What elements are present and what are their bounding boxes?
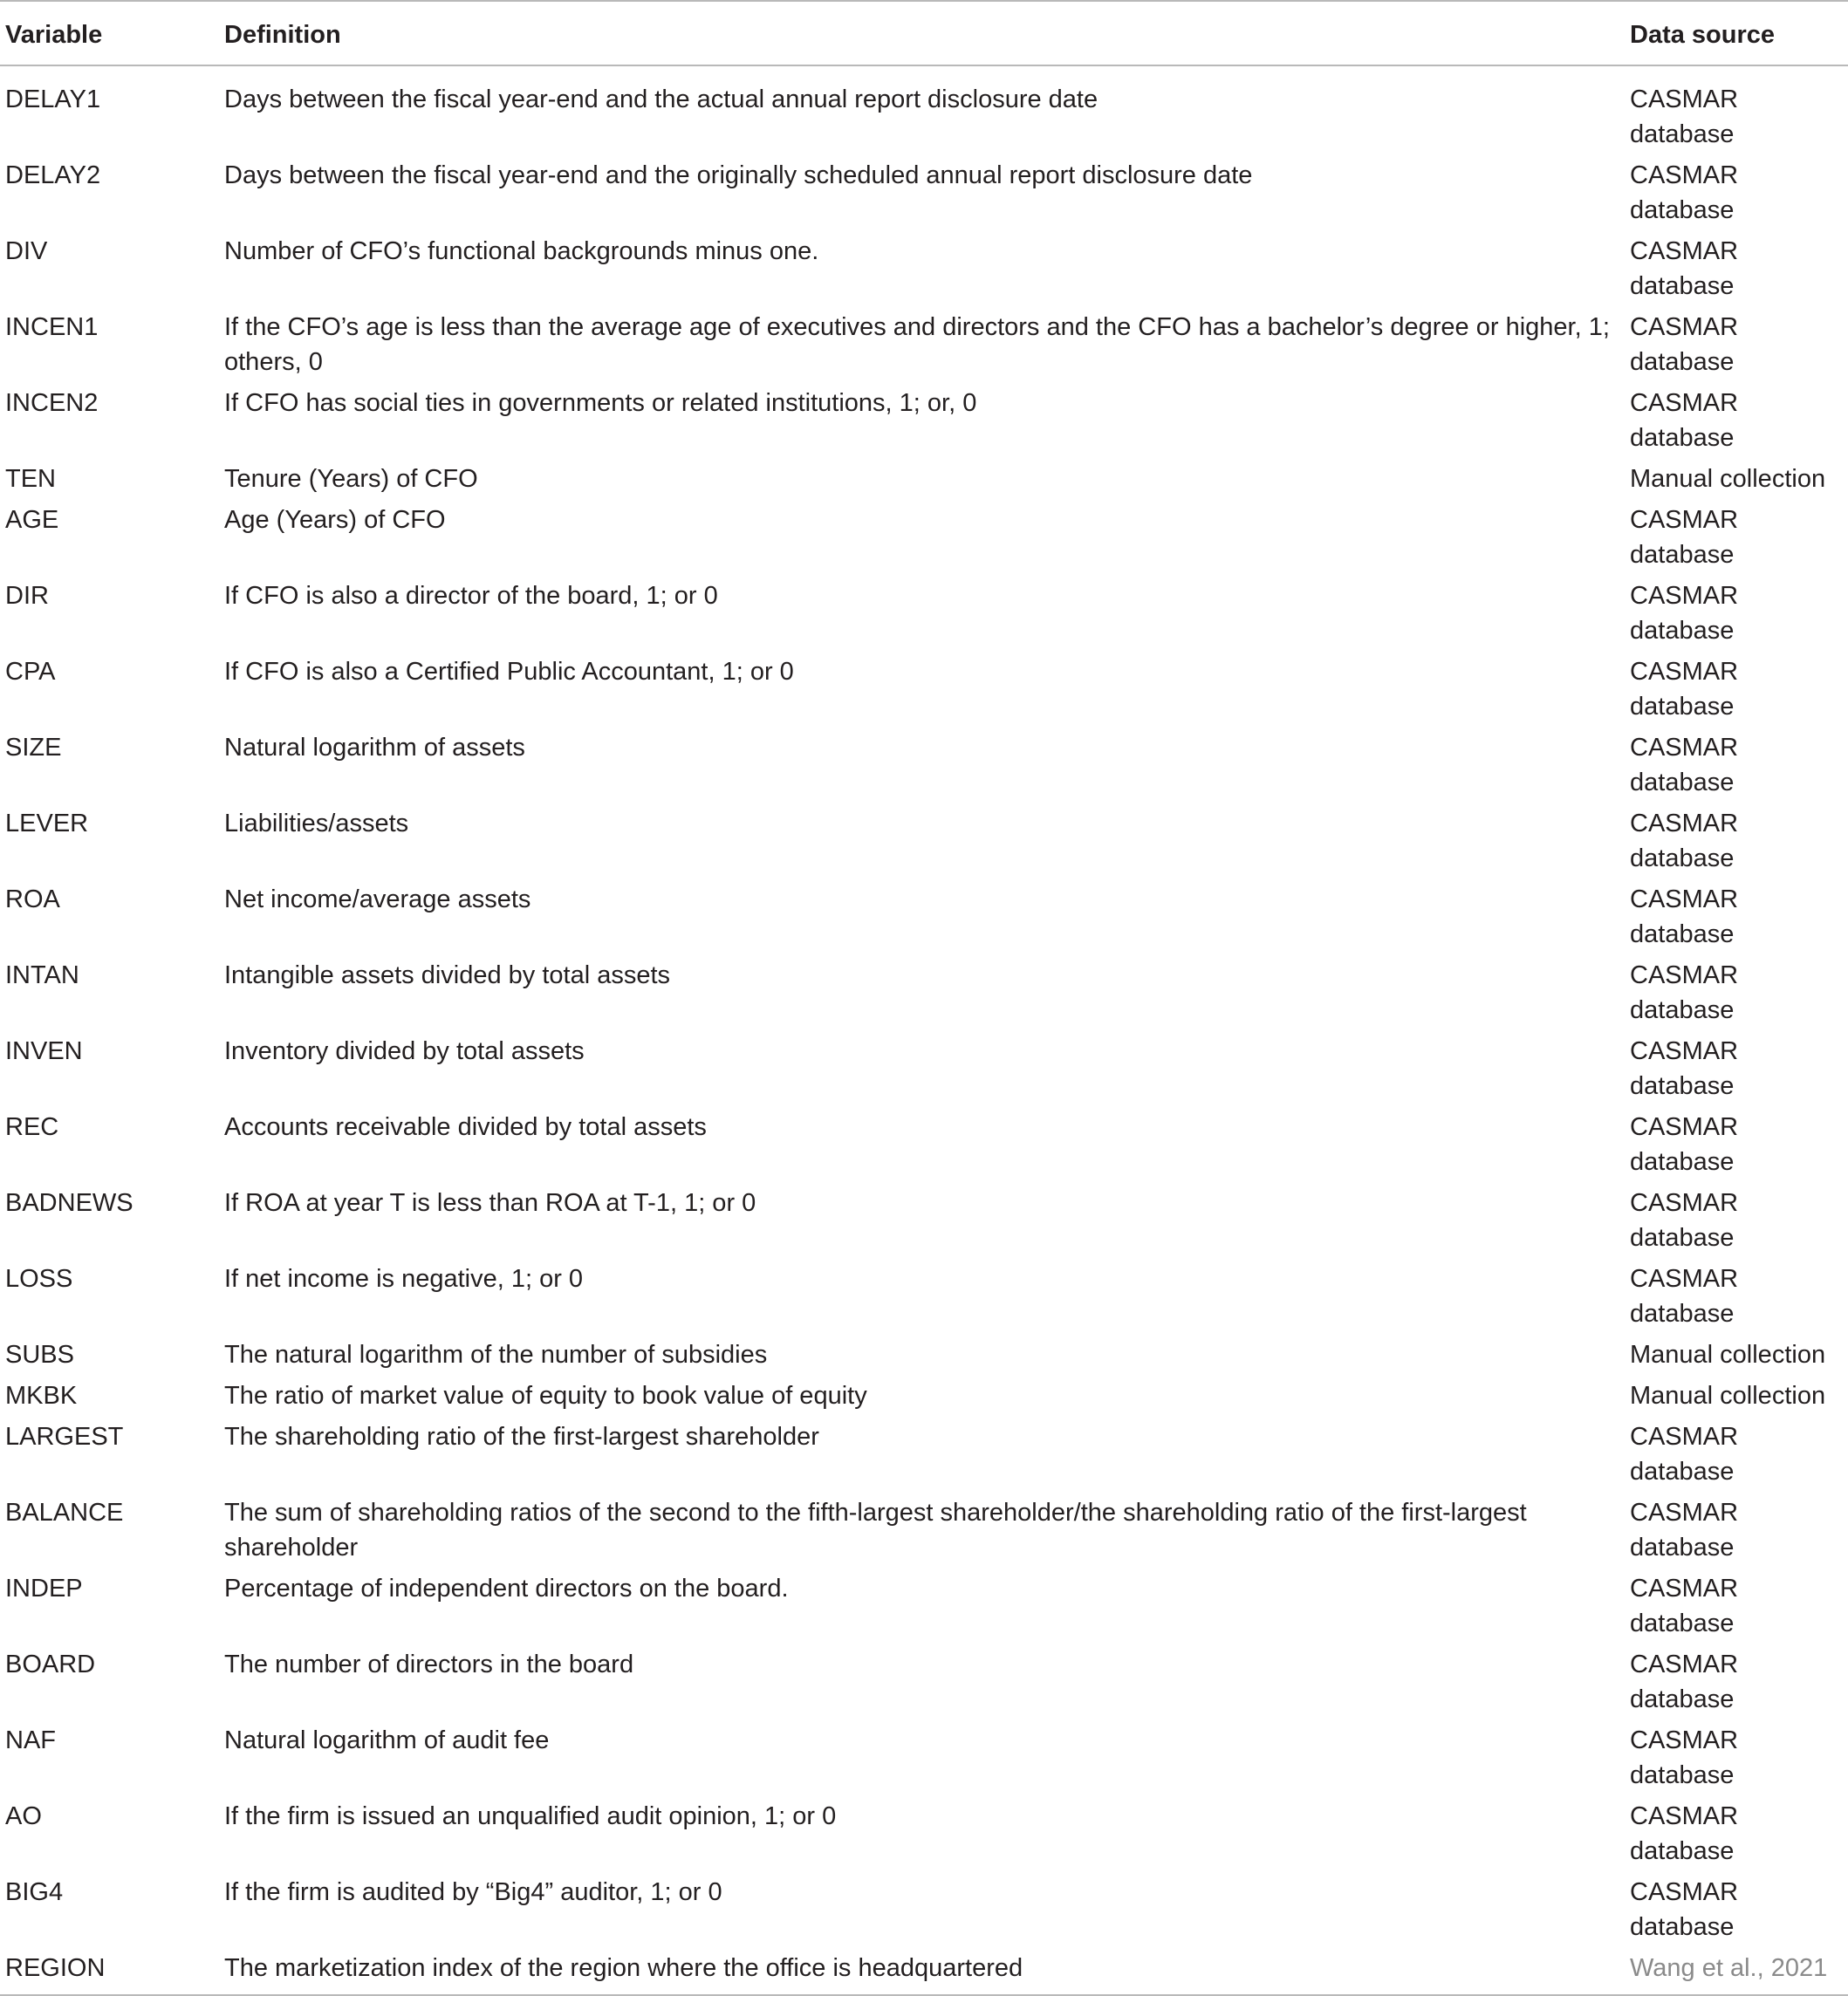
cell-variable: DIV xyxy=(5,237,48,265)
cell-data-source: CASMAR database xyxy=(1630,161,1739,224)
cell-variable: ROA xyxy=(5,885,60,913)
cell-definition: The number of directors in the board xyxy=(224,1651,634,1678)
table-row xyxy=(0,304,1848,379)
cell-variable: DIR xyxy=(5,582,49,610)
table-header xyxy=(0,1,1848,65)
cell-definition: The shareholding ratio of the first-largest shareholder xyxy=(224,1423,819,1451)
header-row xyxy=(0,1,1848,65)
cell-variable: CPA xyxy=(5,658,56,686)
cell-data-source: CASMAR database xyxy=(1630,313,1739,376)
table-row xyxy=(0,152,1848,228)
cell-definition: The marketization index of the region where the office is headquartered xyxy=(224,1945,1630,1995)
cell-variable: INCEN1 xyxy=(5,313,99,341)
cell-definition: Natural logarithm of assets xyxy=(224,734,525,762)
table-row xyxy=(0,1565,1848,1641)
table-row xyxy=(0,1945,1848,1995)
cell-variable: REC xyxy=(5,1113,59,1141)
cell-data-source: CASMAR database xyxy=(1630,1037,1739,1100)
cell-definition: The sum of shareholding ratios of the second to the fifth-largest shareholder/the shareholding ratio of the first-largest shareholder xyxy=(224,1499,1527,1562)
table-row xyxy=(0,1372,1848,1413)
cell-definition: Accounts receivable divided by total assets xyxy=(224,1113,707,1141)
cell-variable: INVEN xyxy=(5,1037,83,1065)
cell-data-source xyxy=(1630,1945,1848,1995)
cell-data-source: CASMAR database xyxy=(1630,961,1739,1024)
cell-variable: SUBS xyxy=(5,1341,74,1369)
cell-variable: DELAY1 xyxy=(5,85,101,113)
cell-data-source: Manual collection xyxy=(1630,465,1826,493)
cell-variable: BADNEWS xyxy=(5,1189,133,1217)
cell-variable: LOSS xyxy=(5,1265,73,1293)
cell-definition: The natural logarithm of the number of subsidies xyxy=(224,1341,768,1369)
cell-definition: Intangible assets divided by total assets xyxy=(224,961,671,989)
cell-variable: DELAY2 xyxy=(5,161,101,189)
cell-variable: BALANCE xyxy=(5,1499,124,1527)
cell-data-source: CASMAR database xyxy=(1630,1423,1739,1486)
cell-variable: AO xyxy=(5,1802,42,1830)
cell-definition: Inventory divided by total assets xyxy=(224,1037,585,1065)
table-row xyxy=(0,1717,1848,1793)
cell-data-source: CASMAR database xyxy=(1630,885,1739,948)
table-row xyxy=(0,379,1848,455)
cell-data-source: CASMAR database xyxy=(1630,1802,1739,1865)
cell-definition: If CFO has social ties in governments or related institutions, 1; or, 0 xyxy=(224,389,977,417)
cell-data-source: CASMAR database xyxy=(1630,1189,1739,1252)
cell-variable: INCEN2 xyxy=(5,389,99,417)
cell-data-source: CASMAR database xyxy=(1630,1878,1739,1941)
table-body xyxy=(0,65,1848,1995)
cell-data-source: CASMAR database xyxy=(1630,389,1739,452)
cell-variable: BOARD xyxy=(5,1651,96,1678)
table-row xyxy=(0,648,1848,724)
cell-variable: BIG4 xyxy=(5,1878,64,1906)
table-row xyxy=(0,1028,1848,1104)
table-row xyxy=(0,724,1848,800)
table-row xyxy=(0,800,1848,876)
cell-definition: If the firm is audited by “Big4” auditor, 1; or 0 xyxy=(224,1878,722,1906)
table-row xyxy=(0,1255,1848,1331)
cell-data-source: CASMAR database xyxy=(1630,658,1739,721)
cell-data-source: CASMAR database xyxy=(1630,1726,1739,1789)
cell-definition: If ROA at year T is less than ROA at T-1, 1; or 0 xyxy=(224,1189,756,1217)
cell-data-source: CASMAR database xyxy=(1630,810,1739,872)
cell-definition: Net income/average assets xyxy=(224,885,531,913)
cell-variable: SIZE xyxy=(5,734,62,762)
table-row xyxy=(0,572,1848,648)
header-data-source: Data source xyxy=(1630,1,1848,65)
citation-link[interactable]: Wang et al., 2021 xyxy=(1630,1954,1828,1982)
cell-definition: Tenure (Years) of CFO xyxy=(224,465,478,493)
table-row xyxy=(0,1179,1848,1255)
cell-data-source: CASMAR database xyxy=(1630,1651,1739,1713)
cell-variable: AGE xyxy=(5,506,59,534)
cell-data-source: CASMAR database xyxy=(1630,1265,1739,1328)
table-row xyxy=(0,1489,1848,1565)
cell-variable: NAF xyxy=(5,1726,56,1754)
table-row xyxy=(0,65,1848,152)
cell-data-source: CASMAR database xyxy=(1630,1575,1739,1637)
header-variable: Variable xyxy=(0,1,224,65)
header-definition: Definition xyxy=(224,1,1630,65)
cell-variable: LARGEST xyxy=(5,1423,124,1451)
cell-variable: INDEP xyxy=(5,1575,83,1603)
cell-data-source: CASMAR database xyxy=(1630,237,1739,300)
cell-variable: TEN xyxy=(5,465,56,493)
table-row xyxy=(0,1793,1848,1869)
table-row xyxy=(0,1413,1848,1489)
cell-data-source: Manual collection xyxy=(1630,1341,1826,1369)
cell-definition: Days between the fiscal year-end and the originally scheduled annual report disclosure date xyxy=(224,161,1253,189)
cell-variable: MKBK xyxy=(5,1382,78,1410)
cell-data-source: CASMAR database xyxy=(1630,734,1739,796)
table-row xyxy=(0,1331,1848,1372)
table-row xyxy=(0,1641,1848,1717)
cell-variable: REGION xyxy=(0,1945,224,1995)
cell-definition: Days between the fiscal year-end and the actual annual report disclosure date xyxy=(224,85,1099,113)
table-row xyxy=(0,228,1848,304)
cell-definition: If the CFO’s age is less than the average age of executives and directors and the CFO has a bachelor’s degree or higher, 1; others, 0 xyxy=(224,313,1610,376)
cell-definition: Liabilities/assets xyxy=(224,810,409,837)
cell-definition: If CFO is also a director of the board, 1; or 0 xyxy=(224,582,718,610)
cell-variable: INTAN xyxy=(5,961,79,989)
table-row xyxy=(0,1104,1848,1179)
cell-data-source: CASMAR database xyxy=(1630,85,1739,148)
cell-data-source: CASMAR database xyxy=(1630,506,1739,569)
cell-definition: Age (Years) of CFO xyxy=(224,506,446,534)
cell-data-source: CASMAR database xyxy=(1630,1499,1739,1562)
cell-definition: If net income is negative, 1; or 0 xyxy=(224,1265,584,1293)
cell-data-source: Manual collection xyxy=(1630,1382,1826,1410)
cell-definition: Percentage of independent directors on the board. xyxy=(224,1575,789,1603)
cell-definition: If the firm is issued an unqualified audit opinion, 1; or 0 xyxy=(224,1802,837,1830)
cell-data-source: CASMAR database xyxy=(1630,582,1739,645)
table-row xyxy=(0,952,1848,1028)
cell-definition: Number of CFO’s functional backgrounds minus one. xyxy=(224,237,819,265)
cell-definition: If CFO is also a Certified Public Accountant, 1; or 0 xyxy=(224,658,794,686)
cell-definition: Natural logarithm of audit fee xyxy=(224,1726,550,1754)
table-row xyxy=(0,455,1848,496)
table-row xyxy=(0,876,1848,952)
cell-definition: The ratio of market value of equity to book value of equity xyxy=(224,1382,867,1410)
table-row xyxy=(0,496,1848,572)
table-row xyxy=(0,1869,1848,1945)
cell-data-source: CASMAR database xyxy=(1630,1113,1739,1176)
cell-variable: LEVER xyxy=(5,810,89,837)
